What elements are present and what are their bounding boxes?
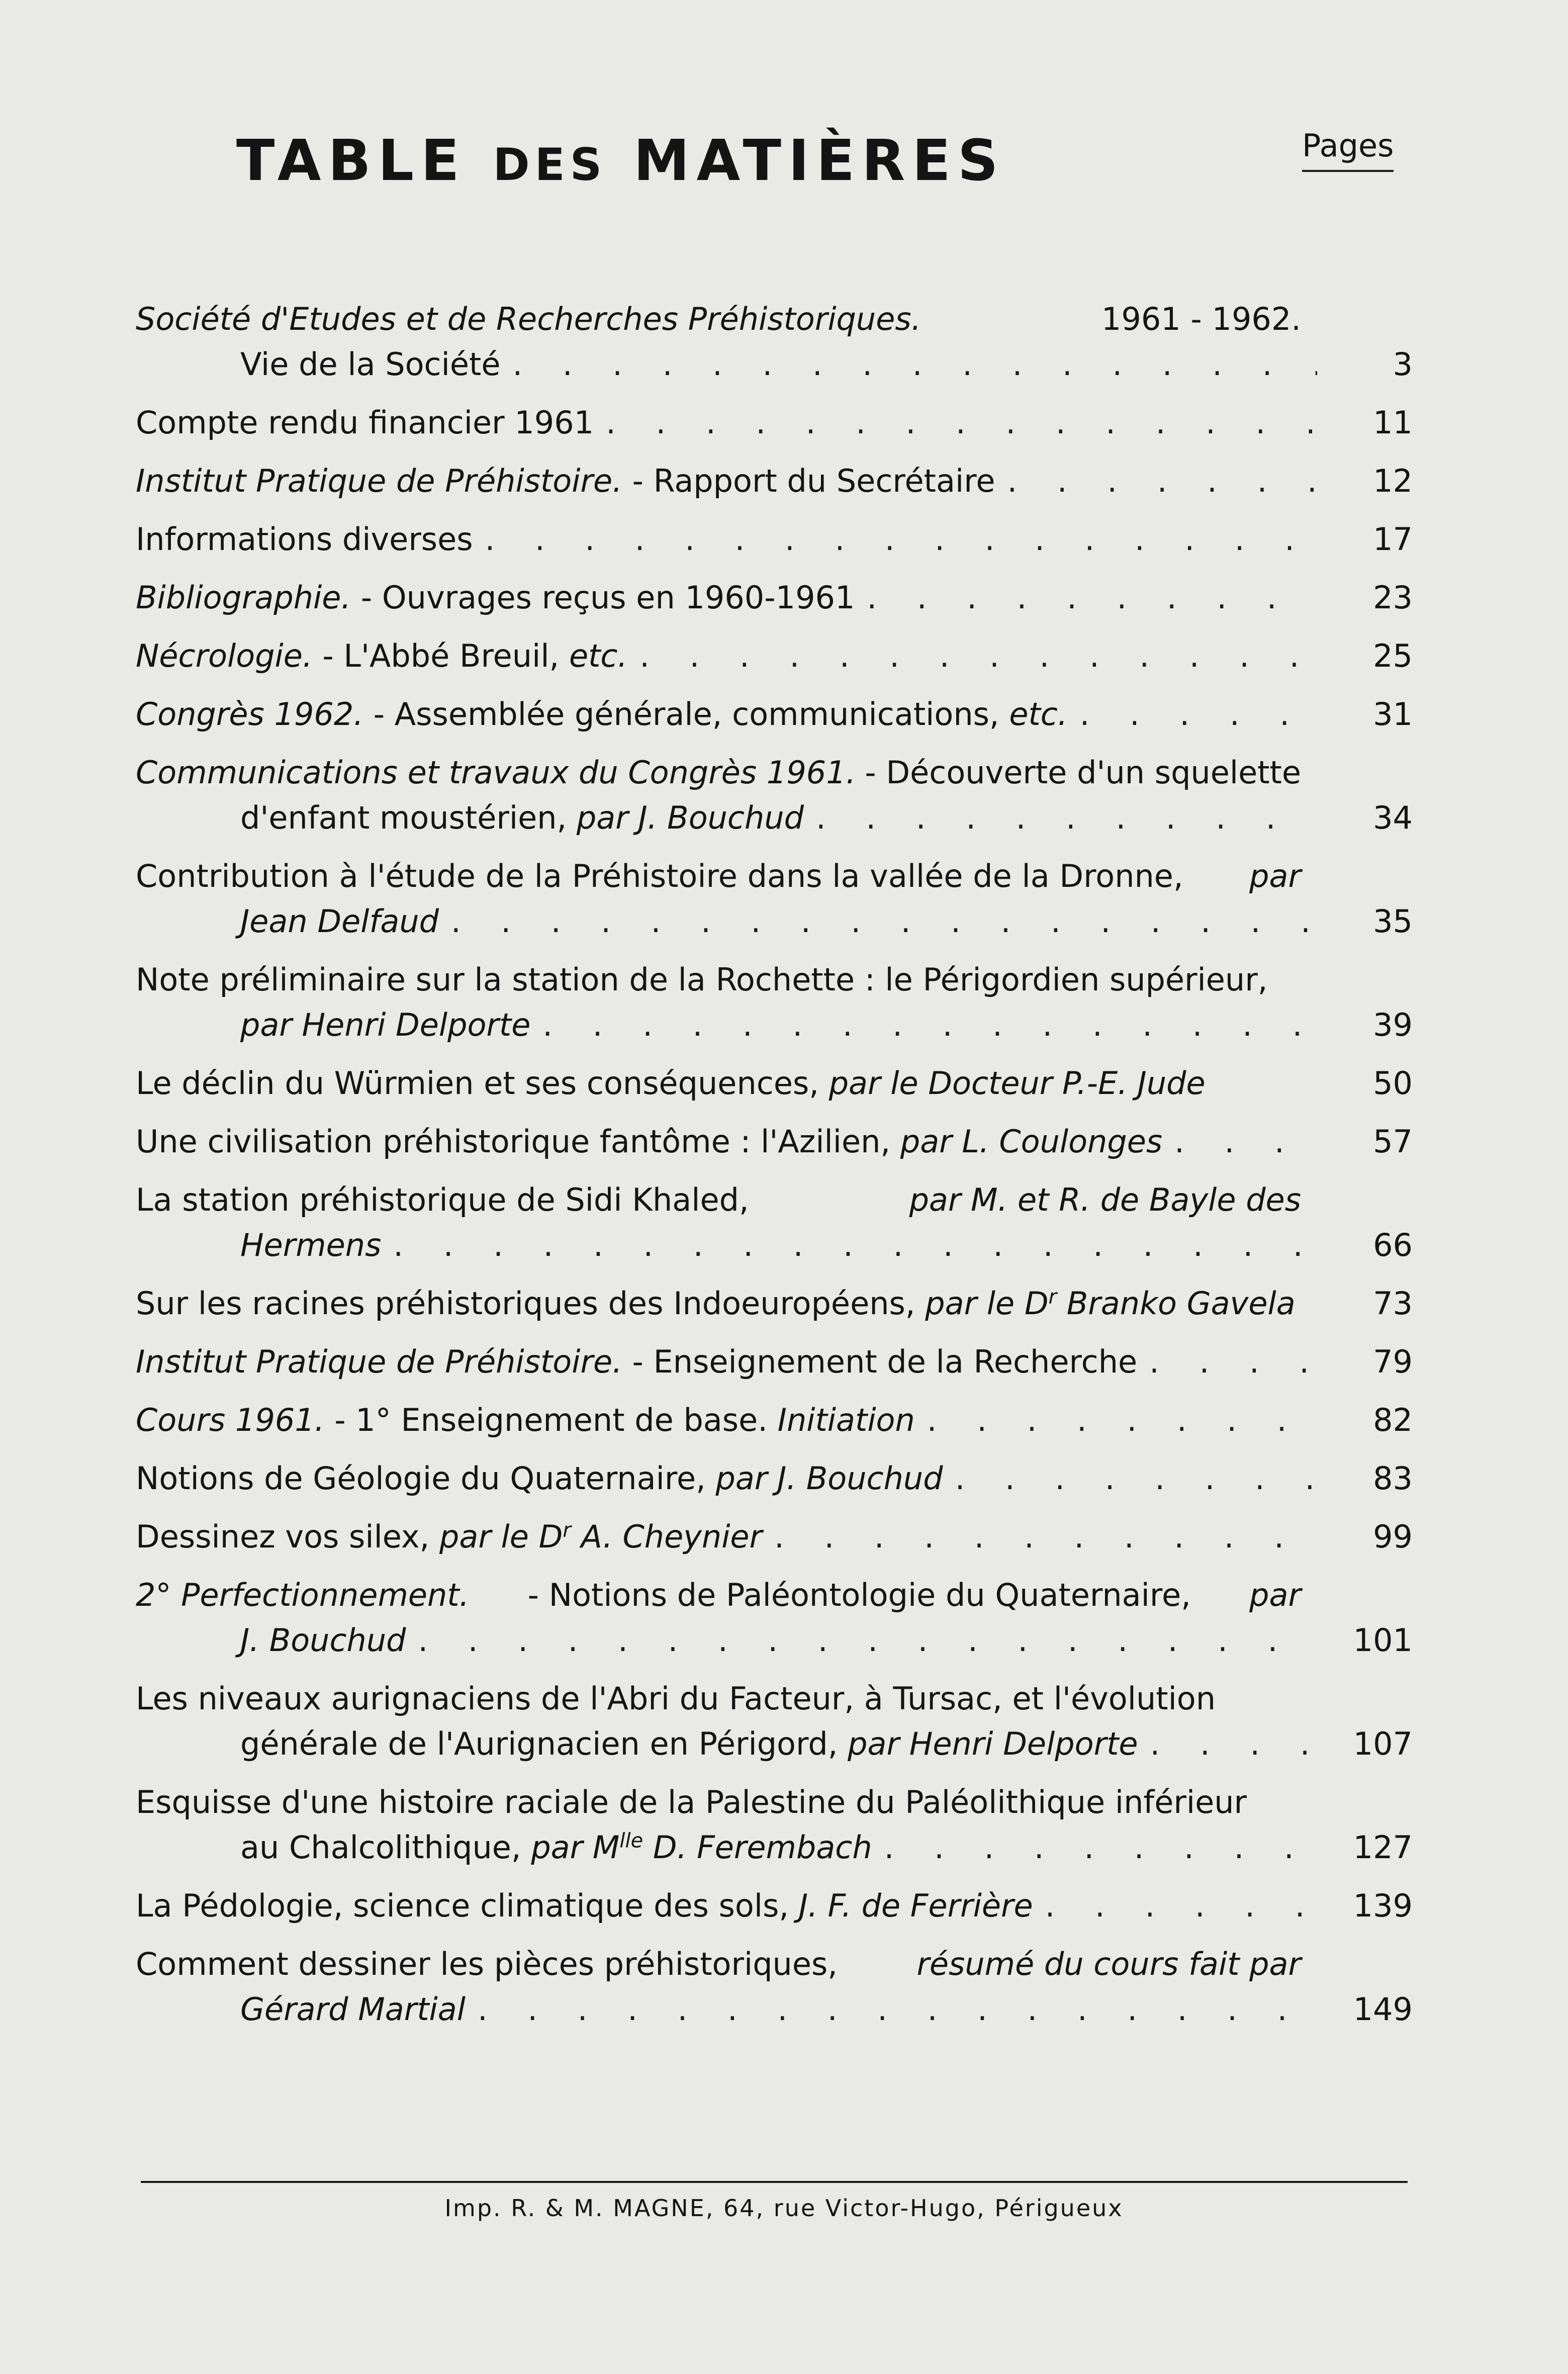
toc-entry-text: [240, 795, 804, 841]
toc-entry: [136, 1883, 1413, 1929]
toc-text-segment: - Notions de Paléontologie du Quaternaire,: [527, 1577, 1191, 1613]
toc-text-segment: Jean Delfaud: [240, 903, 439, 940]
dot-leader: [855, 575, 1317, 620]
toc-entry-text: [136, 575, 855, 620]
toc-entry-text: [240, 1002, 530, 1048]
toc-text-segment: par J. Bouchud: [576, 799, 804, 836]
toc-text-segment: Contribution à l'étude de la Préhistoire dans la vallée de la Dronne,: [136, 858, 1183, 894]
toc-text-segment: - 1° Enseignement de base.: [324, 1402, 778, 1438]
toc-entry-continuation: [240, 1223, 1413, 1268]
toc-entry-text: [136, 957, 1301, 1002]
toc-entry: [136, 400, 1413, 445]
toc-text-segment: Initiation: [777, 1402, 915, 1438]
page-number: 34: [1373, 799, 1413, 836]
toc-entry-continuation: [240, 1618, 1413, 1663]
toc-entry-continuation: [240, 1002, 1413, 1048]
toc-entry-text: [136, 1061, 1206, 1106]
toc-entry-line: [136, 1398, 1413, 1443]
page-number: 12: [1373, 463, 1413, 499]
toc-entry-line: [136, 1177, 1301, 1223]
toc-entry-text: [136, 1339, 1137, 1385]
dot-leader: [1138, 1721, 1317, 1767]
dot-leader: [381, 1223, 1317, 1268]
page-number: 73: [1373, 1285, 1413, 1322]
toc-text-segment: - Ouvrages reçus en 1960-1961: [351, 579, 855, 616]
toc-text-segment: r: [1048, 1285, 1057, 1309]
toc-entry: [136, 1676, 1413, 1767]
toc-entry-text: [240, 1721, 1138, 1767]
toc-text-segment: D. Ferembach: [643, 1829, 872, 1866]
toc-text-segment: par M: [531, 1829, 620, 1866]
toc-text-segment: d'enfant moustérien,: [240, 799, 577, 836]
toc-entry: [136, 297, 1413, 387]
page-number: 79: [1373, 1343, 1413, 1380]
toc-text-segment: Compte rendu financier 1961: [136, 404, 594, 441]
toc-text-segment: Une civilisation préhistorique fantôme : l'Azilien,: [136, 1123, 900, 1160]
toc-text-segment: par le Docteur P.-E. Jude: [828, 1065, 1206, 1102]
toc-text-segment: Dessinez vos silex,: [136, 1518, 439, 1555]
dot-leader: [995, 459, 1317, 504]
page-number: 83: [1373, 1460, 1413, 1497]
dot-leader: [872, 1825, 1317, 1870]
toc-text-segment: Le déclin du Würmien et ses conséquences,: [136, 1065, 829, 1102]
toc-text-segment: Gérard Martial: [240, 1991, 466, 2028]
toc-text-segment: Branko Gavela: [1057, 1285, 1296, 1322]
footer-divider: [141, 2181, 1408, 2183]
toc-text-segment: par: [1249, 1577, 1301, 1613]
toc-entry-text: [240, 1618, 406, 1663]
toc-entry-text: [136, 1398, 915, 1443]
toc-entry-continuation: [240, 1825, 1413, 1870]
toc-entry: [136, 1573, 1413, 1663]
toc-entry-text: [136, 1119, 1162, 1164]
toc-text-segment: J. F. de Ferrière: [798, 1887, 1033, 1924]
toc-text-segment: - Rapport du Secrétaire: [622, 463, 995, 499]
page-number: 99: [1373, 1518, 1413, 1555]
dot-leader: [943, 1456, 1317, 1501]
toc-entry-text: [136, 459, 995, 504]
toc-entry: [136, 1398, 1413, 1443]
toc-text-segment: Comment dessiner les pièces préhistoriques,: [136, 1946, 838, 1982]
page-title: TABLE DES MATIÈRES: [236, 128, 1005, 194]
toc-entry: [136, 1780, 1413, 1870]
toc-entry-continuation: [240, 795, 1413, 841]
toc-entry: [136, 1061, 1413, 1106]
page-number: 31: [1373, 696, 1413, 733]
toc-text-segment: Informations diverses: [136, 521, 473, 558]
toc-text-segment: - L'Abbé Breuil,: [312, 637, 569, 674]
toc-entry-text: [136, 1177, 1301, 1223]
toc-entry-line: [136, 1883, 1413, 1929]
toc-entry: [136, 459, 1413, 504]
toc-text-segment: r: [563, 1518, 571, 1542]
toc-entry-line: [136, 692, 1413, 737]
toc-entry-line: [136, 297, 1301, 342]
page-number: 11: [1373, 404, 1413, 441]
toc-entry-line: [136, 1339, 1413, 1385]
toc-entry-line: [136, 1456, 1413, 1501]
toc-entry-text: [136, 750, 1301, 795]
toc-text-segment: - Découverte d'un squelette: [865, 754, 1301, 791]
toc-entry-line: [136, 1514, 1413, 1560]
toc-text-segment: lle: [619, 1829, 643, 1853]
toc-entry: [136, 1119, 1413, 1164]
toc-text-segment: La station préhistorique de Sidi Khaled,: [136, 1181, 749, 1218]
toc-text-segment: par L. Coulonges: [900, 1123, 1163, 1160]
toc-text-segment: Hermens: [240, 1227, 382, 1263]
toc-entry: [136, 633, 1413, 679]
toc-entry-line: [136, 1119, 1413, 1164]
toc-text-segment: Les niveaux aurignaciens de l'Abri du Facteur, à Tursac, et l'évolution: [136, 1680, 1216, 1717]
toc-text-segment: générale de l'Aurignacien en Périgord,: [240, 1725, 848, 1762]
dot-leader: [804, 795, 1317, 841]
dot-leader: [762, 1514, 1317, 1560]
page-number: 139: [1353, 1887, 1413, 1924]
toc-text-segment: Congrès 1962.: [136, 696, 364, 733]
dot-leader: [627, 633, 1317, 679]
dot-leader: [1162, 1119, 1317, 1164]
toc-text-segment: Communications et travaux du Congrès 1961.: [136, 754, 856, 791]
toc-text-segment: Note préliminaire sur la station de la Rochette : le Périgordien supérieur,: [136, 961, 1268, 998]
toc-text-segment: J. Bouchud: [240, 1622, 406, 1659]
toc-entry-text: [240, 342, 500, 387]
toc-entry: [136, 1339, 1413, 1385]
toc-entry-continuation: [240, 1721, 1413, 1767]
toc-entry: [136, 957, 1413, 1048]
toc-text-segment: par: [1249, 858, 1301, 894]
toc-entry-line: [136, 1676, 1301, 1721]
toc-text-segment: Vie de la Société: [240, 346, 501, 383]
toc-text-segment: Nécrologie.: [136, 637, 313, 674]
toc-entry-text: [136, 1281, 1296, 1326]
page-number: 127: [1353, 1829, 1413, 1866]
toc-entry-text: [136, 400, 594, 445]
toc-text-segment: par le D: [925, 1285, 1049, 1322]
toc-text-segment: 2° Perfectionnement.: [136, 1577, 470, 1613]
toc-entry-text: [136, 1676, 1301, 1721]
toc-text-segment: par Henri Delporte: [240, 1007, 531, 1043]
dot-leader: [915, 1398, 1317, 1443]
pages-column-label: Pages: [1302, 126, 1394, 172]
dot-leader: [594, 400, 1317, 445]
toc-entry-line: [136, 633, 1413, 679]
toc-entry-line: [136, 1780, 1301, 1825]
toc-entry: [136, 692, 1413, 737]
toc-entry-text: [136, 1573, 1301, 1618]
dot-leader: [1068, 692, 1317, 737]
page-number: 107: [1353, 1725, 1413, 1762]
toc-text-segment: par M. et R. de Bayle des: [909, 1181, 1301, 1218]
page-number: 66: [1373, 1227, 1413, 1263]
dot-leader: [1033, 1883, 1317, 1929]
toc-entry-text: [136, 1456, 943, 1501]
toc-entry-line: [136, 517, 1413, 562]
toc-entry: [136, 1456, 1413, 1501]
toc-entry-line: [136, 1942, 1301, 1987]
page-number: 57: [1373, 1123, 1413, 1160]
toc-entry-line: [136, 575, 1413, 620]
toc-text-segment: etc.: [1009, 696, 1068, 733]
page-number: 149: [1353, 1991, 1413, 2028]
toc-entry-text: [240, 1223, 381, 1268]
toc-entry-line: [136, 400, 1413, 445]
toc-list: [136, 297, 1413, 2032]
page-number: 25: [1373, 637, 1413, 674]
toc-text-segment: Cours 1961.: [136, 1402, 325, 1438]
toc-text-segment: Institut Pratique de Préhistoire.: [136, 463, 622, 499]
dot-leader: [466, 1987, 1317, 2032]
toc-entry: [136, 1514, 1413, 1560]
page-number: 3: [1393, 346, 1413, 383]
toc-entry-text: [136, 1883, 1033, 1929]
toc-entry-continuation: [240, 899, 1413, 944]
toc-text-segment: par Henri Delporte: [848, 1725, 1138, 1762]
toc-entry-continuation: [240, 342, 1413, 387]
dot-leader: [1137, 1339, 1317, 1385]
toc-text-segment: Bibliographie.: [136, 579, 351, 616]
page-number: 17: [1373, 521, 1413, 558]
dot-leader: [500, 342, 1317, 387]
toc-entry-text: [136, 297, 1301, 342]
toc-text-segment: par J. Bouchud: [715, 1460, 943, 1497]
toc-entry-text: [136, 633, 627, 679]
toc-text-segment: Notions de Géologie du Quaternaire,: [136, 1460, 716, 1497]
toc-text-segment: La Pédologie, science climatique des sols,: [136, 1887, 799, 1924]
toc-text-segment: par le D: [439, 1518, 563, 1555]
toc-entry-text: [136, 854, 1301, 899]
toc-entry-text: [136, 517, 473, 562]
dot-leader: [473, 517, 1317, 562]
toc-entry-line: [136, 1281, 1413, 1326]
toc-entry-line: [136, 854, 1301, 899]
toc-text-segment: Sur les racines préhistoriques des Indoeuropéens,: [136, 1285, 926, 1322]
toc-entry-text: [136, 1514, 762, 1560]
toc-entry-line: [136, 750, 1301, 795]
toc-entry: [136, 1942, 1413, 2032]
toc-entry-line: [136, 1061, 1413, 1106]
toc-text-segment: - Assemblée générale, communications,: [363, 696, 1009, 733]
toc-text-segment: Société d'Etudes et de Recherches Préhistoriques.: [136, 301, 921, 337]
toc-entry-line: [136, 459, 1413, 504]
dot-leader: [406, 1618, 1318, 1663]
toc-entry-text: [136, 1942, 1301, 1987]
toc-entry-text: [136, 692, 1068, 737]
toc-entry-text: [136, 1780, 1301, 1825]
toc-text-segment: Institut Pratique de Préhistoire.: [136, 1343, 622, 1380]
toc-entry: [136, 1281, 1413, 1326]
toc-entry-continuation: [240, 1987, 1413, 2032]
toc-text-segment: etc.: [569, 637, 628, 674]
toc-entry: [136, 750, 1413, 841]
toc-entry-line: [136, 957, 1301, 1002]
toc-entry-text: [240, 1987, 466, 2032]
toc-text-segment: au Chalcolithique,: [240, 1829, 531, 1866]
dot-leader: [439, 899, 1317, 944]
page-number: 82: [1373, 1402, 1413, 1438]
toc-text-segment: résumé du cours fait par: [916, 1946, 1301, 1982]
dot-leader: [530, 1002, 1317, 1048]
page-number: 23: [1373, 579, 1413, 616]
toc-text-segment: 1961 - 1962.: [1101, 301, 1301, 337]
toc-text-segment: - Enseignement de la Recherche: [622, 1343, 1138, 1380]
toc-text-segment: Esquisse d'une histoire raciale de la Palestine du Paléolithique inférieur: [136, 1784, 1247, 1820]
page-number: 101: [1353, 1622, 1413, 1659]
page-number: 50: [1373, 1065, 1413, 1102]
toc-entry: [136, 1177, 1413, 1268]
toc-entry: [136, 854, 1413, 944]
toc-entry-line: [136, 1573, 1301, 1618]
toc-entry-text: [240, 1825, 872, 1870]
page-number: 39: [1373, 1007, 1413, 1043]
toc-entry: [136, 575, 1413, 620]
toc-entry-text: [240, 899, 439, 944]
toc-entry: [136, 517, 1413, 562]
printer-imprint: Imp. R. & M. MAGNE, 64, rue Victor-Hugo, Périgueux: [444, 2195, 1124, 2222]
page-number: 35: [1373, 903, 1413, 940]
toc-text-segment: A. Cheynier: [571, 1518, 763, 1555]
